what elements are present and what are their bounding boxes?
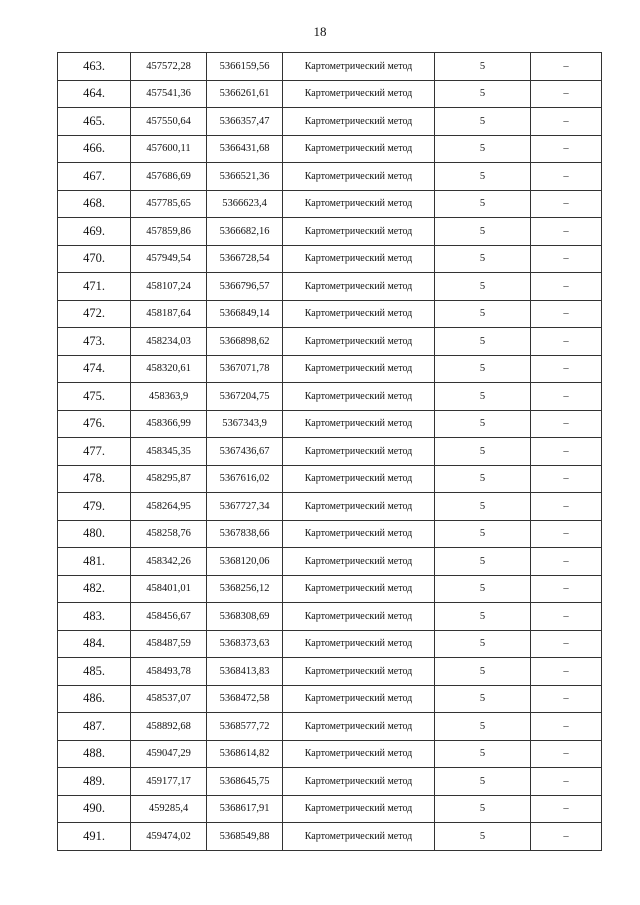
accuracy-cell: 5 xyxy=(435,80,531,108)
method-cell: Картометрический метод xyxy=(283,53,435,81)
table-row xyxy=(58,713,602,741)
y-coordinate-cell: 5368413,83 xyxy=(207,658,283,686)
accuracy-cell: 5 xyxy=(435,740,531,768)
x-coordinate-cell: 458456,67 xyxy=(131,603,207,631)
method-cell: Картометрический метод xyxy=(283,383,435,411)
point-number-cell: 464. xyxy=(58,80,131,108)
x-coordinate-cell: 458366,99 xyxy=(131,410,207,438)
table-row xyxy=(58,823,602,851)
method-cell: Картометрический метод xyxy=(283,823,435,851)
note-cell: – xyxy=(531,80,602,108)
method-cell: Картометрический метод xyxy=(283,740,435,768)
table-row xyxy=(58,218,602,246)
y-coordinate-cell: 5366261,61 xyxy=(207,80,283,108)
x-coordinate-cell: 458401,01 xyxy=(131,575,207,603)
method-cell: Картометрический метод xyxy=(283,575,435,603)
y-coordinate-cell: 5367436,67 xyxy=(207,438,283,466)
accuracy-cell: 5 xyxy=(435,328,531,356)
y-coordinate-cell: 5368472,58 xyxy=(207,685,283,713)
table-row xyxy=(58,328,602,356)
note-cell: – xyxy=(531,768,602,796)
method-cell: Картометрический метод xyxy=(283,190,435,218)
y-coordinate-cell: 5366159,56 xyxy=(207,53,283,81)
x-coordinate-cell: 458487,59 xyxy=(131,630,207,658)
x-coordinate-cell: 457550,64 xyxy=(131,108,207,136)
x-coordinate-cell: 458363,9 xyxy=(131,383,207,411)
accuracy-cell: 5 xyxy=(435,713,531,741)
x-coordinate-cell: 458493,78 xyxy=(131,658,207,686)
y-coordinate-cell: 5367616,02 xyxy=(207,465,283,493)
note-cell: – xyxy=(531,630,602,658)
table-row xyxy=(58,520,602,548)
point-number-cell: 482. xyxy=(58,575,131,603)
method-cell: Картометрический метод xyxy=(283,465,435,493)
table-row xyxy=(58,603,602,631)
method-cell: Картометрический метод xyxy=(283,520,435,548)
note-cell: – xyxy=(531,163,602,191)
x-coordinate-cell: 457686,69 xyxy=(131,163,207,191)
table-row xyxy=(58,410,602,438)
y-coordinate-cell: 5368645,75 xyxy=(207,768,283,796)
y-coordinate-cell: 5366796,57 xyxy=(207,273,283,301)
accuracy-cell: 5 xyxy=(435,163,531,191)
point-number-cell: 465. xyxy=(58,108,131,136)
x-coordinate-cell: 458345,35 xyxy=(131,438,207,466)
method-cell: Картометрический метод xyxy=(283,273,435,301)
x-coordinate-cell: 457541,36 xyxy=(131,80,207,108)
point-number-cell: 472. xyxy=(58,300,131,328)
point-number-cell: 490. xyxy=(58,795,131,823)
x-coordinate-cell: 459177,17 xyxy=(131,768,207,796)
method-cell: Картометрический метод xyxy=(283,300,435,328)
method-cell: Картометрический метод xyxy=(283,108,435,136)
point-number-cell: 476. xyxy=(58,410,131,438)
table-row xyxy=(58,630,602,658)
accuracy-cell: 5 xyxy=(435,795,531,823)
method-cell: Картометрический метод xyxy=(283,438,435,466)
x-coordinate-cell: 458537,07 xyxy=(131,685,207,713)
table-row xyxy=(58,493,602,521)
y-coordinate-cell: 5367727,34 xyxy=(207,493,283,521)
y-coordinate-cell: 5366431,68 xyxy=(207,135,283,163)
point-number-cell: 463. xyxy=(58,53,131,81)
table-row xyxy=(58,135,602,163)
x-coordinate-cell: 458320,61 xyxy=(131,355,207,383)
table-row xyxy=(58,80,602,108)
y-coordinate-cell: 5367204,75 xyxy=(207,383,283,411)
point-number-cell: 479. xyxy=(58,493,131,521)
table-row xyxy=(58,273,602,301)
point-number-cell: 470. xyxy=(58,245,131,273)
table-row xyxy=(58,685,602,713)
x-coordinate-cell: 459047,29 xyxy=(131,740,207,768)
x-coordinate-cell: 457572,28 xyxy=(131,53,207,81)
accuracy-cell: 5 xyxy=(435,53,531,81)
table-row xyxy=(58,795,602,823)
note-cell: – xyxy=(531,713,602,741)
method-cell: Картометрический метод xyxy=(283,658,435,686)
table-row xyxy=(58,53,602,81)
y-coordinate-cell: 5366682,16 xyxy=(207,218,283,246)
note-cell: – xyxy=(531,465,602,493)
y-coordinate-cell: 5368120,06 xyxy=(207,548,283,576)
y-coordinate-cell: 5368614,82 xyxy=(207,740,283,768)
x-coordinate-cell: 458187,64 xyxy=(131,300,207,328)
accuracy-cell: 5 xyxy=(435,438,531,466)
accuracy-cell: 5 xyxy=(435,823,531,851)
note-cell: – xyxy=(531,438,602,466)
page-number: 18 xyxy=(313,24,327,39)
table-row xyxy=(58,465,602,493)
y-coordinate-cell: 5366357,47 xyxy=(207,108,283,136)
point-number-cell: 483. xyxy=(58,603,131,631)
table-row xyxy=(58,108,602,136)
coordinates-table xyxy=(57,52,602,851)
point-number-cell: 466. xyxy=(58,135,131,163)
point-number-cell: 480. xyxy=(58,520,131,548)
method-cell: Картометрический метод xyxy=(283,410,435,438)
y-coordinate-cell: 5368617,91 xyxy=(207,795,283,823)
x-coordinate-cell: 458264,95 xyxy=(131,493,207,521)
point-number-cell: 475. xyxy=(58,383,131,411)
method-cell: Картометрический метод xyxy=(283,493,435,521)
accuracy-cell: 5 xyxy=(435,493,531,521)
accuracy-cell: 5 xyxy=(435,575,531,603)
point-number-cell: 477. xyxy=(58,438,131,466)
accuracy-cell: 5 xyxy=(435,520,531,548)
x-coordinate-cell: 459474,02 xyxy=(131,823,207,851)
accuracy-cell: 5 xyxy=(435,410,531,438)
point-number-cell: 488. xyxy=(58,740,131,768)
y-coordinate-cell: 5366849,14 xyxy=(207,300,283,328)
note-cell: – xyxy=(531,740,602,768)
accuracy-cell: 5 xyxy=(435,355,531,383)
x-coordinate-cell: 458892,68 xyxy=(131,713,207,741)
note-cell: – xyxy=(531,108,602,136)
note-cell: – xyxy=(531,218,602,246)
accuracy-cell: 5 xyxy=(435,768,531,796)
accuracy-cell: 5 xyxy=(435,548,531,576)
method-cell: Картометрический метод xyxy=(283,355,435,383)
table-row xyxy=(58,658,602,686)
note-cell: – xyxy=(531,823,602,851)
accuracy-cell: 5 xyxy=(435,658,531,686)
note-cell: – xyxy=(531,603,602,631)
point-number-cell: 486. xyxy=(58,685,131,713)
table-row xyxy=(58,245,602,273)
y-coordinate-cell: 5367071,78 xyxy=(207,355,283,383)
x-coordinate-cell: 457859,86 xyxy=(131,218,207,246)
table-row xyxy=(58,383,602,411)
note-cell: – xyxy=(531,383,602,411)
y-coordinate-cell: 5368549,88 xyxy=(207,823,283,851)
x-coordinate-cell: 458342,26 xyxy=(131,548,207,576)
table-row xyxy=(58,190,602,218)
y-coordinate-cell: 5367343,9 xyxy=(207,410,283,438)
accuracy-cell: 5 xyxy=(435,135,531,163)
note-cell: – xyxy=(531,520,602,548)
method-cell: Картометрический метод xyxy=(283,713,435,741)
point-number-cell: 467. xyxy=(58,163,131,191)
point-number-cell: 468. xyxy=(58,190,131,218)
point-number-cell: 473. xyxy=(58,328,131,356)
point-number-cell: 469. xyxy=(58,218,131,246)
method-cell: Картометрический метод xyxy=(283,630,435,658)
method-cell: Картометрический метод xyxy=(283,245,435,273)
coordinates-table-body xyxy=(58,53,602,851)
point-number-cell: 487. xyxy=(58,713,131,741)
table-row xyxy=(58,438,602,466)
x-coordinate-cell: 457600,11 xyxy=(131,135,207,163)
accuracy-cell: 5 xyxy=(435,300,531,328)
note-cell: – xyxy=(531,548,602,576)
accuracy-cell: 5 xyxy=(435,273,531,301)
table-row xyxy=(58,355,602,383)
point-number-cell: 485. xyxy=(58,658,131,686)
note-cell: – xyxy=(531,355,602,383)
method-cell: Картометрический метод xyxy=(283,163,435,191)
y-coordinate-cell: 5367838,66 xyxy=(207,520,283,548)
note-cell: – xyxy=(531,135,602,163)
point-number-cell: 474. xyxy=(58,355,131,383)
note-cell: – xyxy=(531,575,602,603)
note-cell: – xyxy=(531,493,602,521)
accuracy-cell: 5 xyxy=(435,190,531,218)
point-number-cell: 484. xyxy=(58,630,131,658)
point-number-cell: 491. xyxy=(58,823,131,851)
point-number-cell: 481. xyxy=(58,548,131,576)
y-coordinate-cell: 5368373,63 xyxy=(207,630,283,658)
note-cell: – xyxy=(531,328,602,356)
y-coordinate-cell: 5368308,69 xyxy=(207,603,283,631)
method-cell: Картометрический метод xyxy=(283,548,435,576)
accuracy-cell: 5 xyxy=(435,383,531,411)
x-coordinate-cell: 458107,24 xyxy=(131,273,207,301)
x-coordinate-cell: 458295,87 xyxy=(131,465,207,493)
accuracy-cell: 5 xyxy=(435,218,531,246)
y-coordinate-cell: 5366521,36 xyxy=(207,163,283,191)
accuracy-cell: 5 xyxy=(435,465,531,493)
point-number-cell: 489. xyxy=(58,768,131,796)
y-coordinate-cell: 5366898,62 xyxy=(207,328,283,356)
method-cell: Картометрический метод xyxy=(283,685,435,713)
method-cell: Картометрический метод xyxy=(283,218,435,246)
method-cell: Картометрический метод xyxy=(283,795,435,823)
accuracy-cell: 5 xyxy=(435,245,531,273)
note-cell: – xyxy=(531,795,602,823)
method-cell: Картометрический метод xyxy=(283,328,435,356)
x-coordinate-cell: 457785,65 xyxy=(131,190,207,218)
table-row xyxy=(58,548,602,576)
point-number-cell: 478. xyxy=(58,465,131,493)
table-row xyxy=(58,768,602,796)
accuracy-cell: 5 xyxy=(435,108,531,136)
note-cell: – xyxy=(531,410,602,438)
table-row xyxy=(58,163,602,191)
method-cell: Картометрический метод xyxy=(283,80,435,108)
note-cell: – xyxy=(531,245,602,273)
note-cell: – xyxy=(531,53,602,81)
accuracy-cell: 5 xyxy=(435,685,531,713)
x-coordinate-cell: 459285,4 xyxy=(131,795,207,823)
y-coordinate-cell: 5368577,72 xyxy=(207,713,283,741)
note-cell: – xyxy=(531,300,602,328)
table-row xyxy=(58,740,602,768)
method-cell: Картометрический метод xyxy=(283,768,435,796)
table-row xyxy=(58,300,602,328)
y-coordinate-cell: 5366728,54 xyxy=(207,245,283,273)
x-coordinate-cell: 458258,76 xyxy=(131,520,207,548)
table-row xyxy=(58,575,602,603)
accuracy-cell: 5 xyxy=(435,603,531,631)
method-cell: Картометрический метод xyxy=(283,135,435,163)
point-number-cell: 471. xyxy=(58,273,131,301)
note-cell: – xyxy=(531,190,602,218)
note-cell: – xyxy=(531,273,602,301)
x-coordinate-cell: 457949,54 xyxy=(131,245,207,273)
accuracy-cell: 5 xyxy=(435,630,531,658)
note-cell: – xyxy=(531,685,602,713)
x-coordinate-cell: 458234,03 xyxy=(131,328,207,356)
y-coordinate-cell: 5368256,12 xyxy=(207,575,283,603)
y-coordinate-cell: 5366623,4 xyxy=(207,190,283,218)
method-cell: Картометрический метод xyxy=(283,603,435,631)
note-cell: – xyxy=(531,658,602,686)
